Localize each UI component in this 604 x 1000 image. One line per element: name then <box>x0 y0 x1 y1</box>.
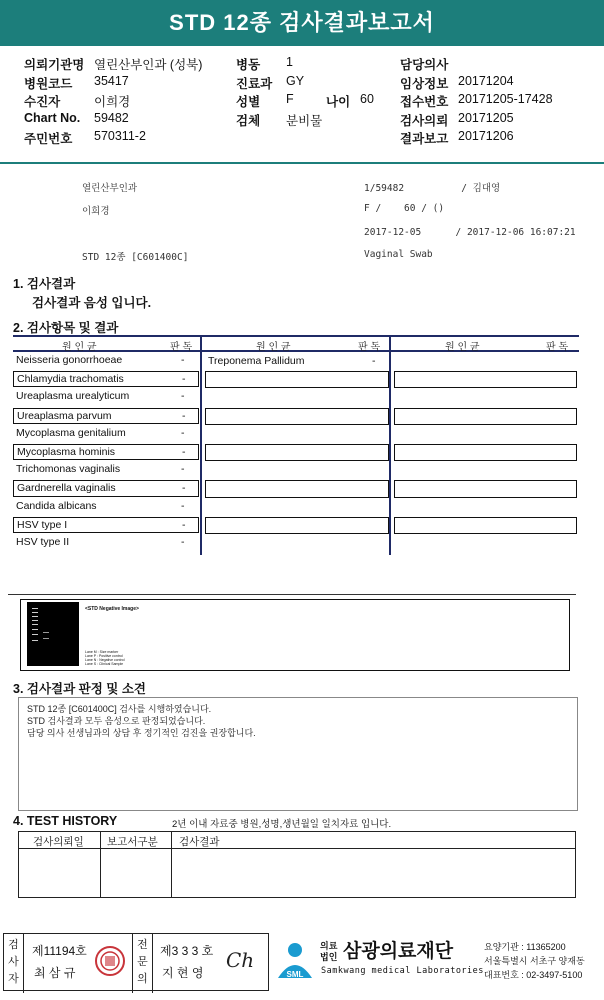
value-patient: 이희경 <box>94 95 131 109</box>
table-row <box>13 444 199 460</box>
section4-note: 2년 이내 자료중 병원,성명,생년월일 일치자료 입니다. <box>172 819 392 830</box>
slip-test: STD 12종 [C601400C] <box>82 252 189 263</box>
empty-result-box <box>394 371 577 388</box>
empty-result-box <box>205 371 389 388</box>
item-result: - <box>181 499 185 512</box>
item-name: Neisseria gonorrhoeae <box>16 354 123 366</box>
item-name: Ureaplasma urealyticum <box>16 390 130 403</box>
table-row <box>13 389 199 405</box>
col1-agent-header: 원 인 균 <box>62 342 97 353</box>
label-hospital-code: 병원코드 <box>24 76 73 91</box>
reviewer-label-2: 문 <box>137 956 148 968</box>
header-right <box>400 55 600 148</box>
col3-judge-header: 판 독 <box>546 342 569 353</box>
inspector-name: 최 삼 규 <box>34 966 76 980</box>
empty-result-box <box>205 408 389 425</box>
slip-sex-age: F / 60 / () <box>364 203 445 214</box>
item-result: - <box>181 426 185 439</box>
gel-bands <box>27 602 79 666</box>
empty-result-box <box>394 480 577 497</box>
empty-result-box <box>394 408 577 425</box>
header-divider <box>0 162 604 164</box>
col3-agent-header: 원 인 균 <box>445 342 480 353</box>
table-row <box>13 535 199 551</box>
table-row <box>13 462 199 478</box>
gel-legend-line: Lane M : Size marker <box>85 650 119 654</box>
empty-result-box <box>205 480 389 497</box>
table-col-divider-1 <box>200 335 202 555</box>
history-header-row <box>19 832 575 849</box>
slip-patient: 이희경 <box>82 206 110 217</box>
table-row <box>13 371 199 387</box>
report-title: STD 12종 검사결과보고서 <box>0 0 604 46</box>
header-mid <box>236 55 386 129</box>
label-reported: 결과보고 <box>400 132 449 146</box>
gel-legend-line: Lane N : Negative control <box>85 658 125 662</box>
col1-judge-header: 판 독 <box>170 342 193 353</box>
org-address: 서울특별시 서초구 양재동 <box>484 956 585 966</box>
value-institution: 열린산부인과 (성북) <box>94 58 203 72</box>
label-institution: 의뢰기관명 <box>24 58 85 72</box>
comment-line-3: 담당 의사 선생님과의 상담 후 정기적인 검진을 권장합니다. <box>27 728 256 738</box>
table-col-divider-2 <box>389 335 391 555</box>
label-doctor: 담당의사 <box>400 58 449 72</box>
col2-item-result: - <box>372 355 376 367</box>
label-receipt-no: 접수번호 <box>400 95 449 109</box>
header-left <box>24 55 203 148</box>
slip-dates: 2017-12-05 / 2017-12-06 16:07:21 <box>364 227 576 238</box>
empty-result-box <box>205 517 389 534</box>
inspector-label-2: 사 <box>8 956 19 968</box>
item-result: - <box>181 354 185 366</box>
label-specimen: 검체 <box>236 113 261 128</box>
value-specimen: 분비물 <box>286 113 323 128</box>
item-name: Candida albicans <box>16 499 97 512</box>
org-prefix <box>320 941 337 963</box>
reviewer-label <box>132 934 153 993</box>
col2-judge-header: 판 독 <box>358 342 381 353</box>
item-result: - <box>182 518 186 531</box>
item-result: - <box>181 536 185 548</box>
history-col-divider-2 <box>171 832 172 897</box>
label-clinical-info: 임상정보 <box>400 76 449 91</box>
label-requested: 검사의뢰 <box>400 113 449 128</box>
section2-title: 2. 검사항목 및 결과 <box>13 321 119 335</box>
reviewer-label-3: 의 <box>137 973 148 985</box>
inspector-license: 제11194호 <box>32 944 87 958</box>
value-receipt-no: 20171205-17428 <box>458 92 553 106</box>
value-chart-no: 59482 <box>94 110 129 125</box>
value-requested: 20171205 <box>458 110 514 125</box>
value-hospital-code: 35417 <box>94 73 129 88</box>
label-chart-no: Chart No. <box>24 110 81 125</box>
reviewer-label-1: 전 <box>137 939 148 951</box>
empty-result-box <box>394 444 577 461</box>
inspector-label-1: 검 <box>8 939 19 951</box>
seal-icon <box>94 944 126 978</box>
comment-box <box>18 697 578 811</box>
item-result: - <box>182 409 186 422</box>
signature-mark: Ch <box>226 948 255 972</box>
label-resident-no: 주민번호 <box>24 132 73 146</box>
item-result: - <box>182 446 186 458</box>
value-reported: 20171206 <box>458 129 514 143</box>
table-row <box>13 517 199 533</box>
label-dept: 진료과 <box>236 76 273 91</box>
section1-title: 1. 검사결과 <box>13 277 76 291</box>
item-name: Mycoplasma genitalium <box>16 426 126 439</box>
label-patient: 수진자 <box>24 95 61 109</box>
org-english: Samkwang medical Laboratories <box>321 966 484 976</box>
item-name: Ureaplasma parvum <box>17 409 112 422</box>
history-col-date: 검사의뢰일 <box>33 836 84 848</box>
value-clinical-info: 20171204 <box>458 73 514 88</box>
item-name: Gardnerella vaginalis <box>17 482 116 495</box>
gel-legend-line: Lane S : Clinical Sample <box>85 662 124 666</box>
slip-chart: 1/59482 / 김대영 <box>364 183 501 194</box>
item-name: Trichomonas vaginalis <box>16 463 121 476</box>
org-phone: 대표번호 : 02-3497-5100 <box>484 970 583 980</box>
inspector-label <box>4 934 24 993</box>
comment-line-1: STD 12종 [C601400C] 검사를 시행하였습니다. <box>27 704 212 714</box>
table-top-rule <box>13 335 579 337</box>
history-table <box>18 831 576 898</box>
section1-result: 검사결과 음성 입니다. <box>32 296 152 310</box>
gel-caption: <STD Negative Image> <box>85 606 139 612</box>
col2-item-name: Treponema Pallidum <box>208 355 305 367</box>
section4-title: 4. TEST HISTORY <box>13 814 118 828</box>
org-contact <box>484 940 602 982</box>
history-col-result: 검사결과 <box>179 836 220 848</box>
org-code: 요양기관 : 11365200 <box>484 942 566 952</box>
item-name: Mycoplasma hominis <box>17 446 116 458</box>
item-result: - <box>182 373 186 386</box>
reviewer-license: 제3 3 3 호 <box>160 944 214 958</box>
item-result: - <box>181 463 185 476</box>
item-result: - <box>181 390 185 403</box>
org-name: 삼광의료재단 <box>343 941 454 962</box>
item-name: HSV type II <box>16 536 70 548</box>
table-row <box>13 353 199 369</box>
org-prefix-bottom: 법인 <box>320 952 338 962</box>
sml-logo-icon <box>272 938 318 984</box>
gel-legend <box>85 650 125 666</box>
value-ward: 1 <box>286 55 293 69</box>
comment-text <box>19 698 577 744</box>
inspector-label-3: 자 <box>8 973 19 985</box>
signature-box <box>3 933 269 991</box>
item-name: HSV type I <box>17 518 68 531</box>
slip-hospital: 열린산부인과 <box>82 183 138 194</box>
label-age: 나이 <box>326 95 351 109</box>
table-row <box>13 408 199 424</box>
label-ward: 병동 <box>236 58 261 72</box>
value-resident-no: 570311-2 <box>94 129 146 143</box>
section-divider <box>8 594 576 595</box>
item-result: - <box>182 482 186 495</box>
table-header-rule <box>13 350 579 352</box>
history-col-divider-1 <box>100 832 101 897</box>
gel-image <box>27 602 79 666</box>
section3-title: 3. 검사결과 판정 및 소견 <box>13 682 146 696</box>
org-prefix-top: 의료 <box>320 941 338 951</box>
sml-logo-text: SML <box>286 970 304 979</box>
slip-specimen: Vaginal Swab <box>364 249 433 260</box>
gel-legend-line: Lane P : Positive control <box>85 654 123 658</box>
label-sex: 성별 <box>236 95 261 109</box>
value-age: 60 <box>360 92 374 106</box>
table-row <box>13 480 199 496</box>
table-row <box>13 499 199 515</box>
empty-result-box <box>205 444 389 461</box>
empty-result-box <box>394 517 577 534</box>
value-sex: F <box>286 92 294 106</box>
comment-line-2: STD 검사결과 모두 음성으로 판정되었습니다. <box>27 716 206 726</box>
item-name: Chlamydia trachomatis <box>17 373 124 386</box>
reviewer-name: 지 현 영 <box>162 966 204 980</box>
table-row <box>13 426 199 442</box>
col2-agent-header: 원 인 균 <box>256 342 291 353</box>
value-dept: GY <box>286 73 305 88</box>
history-col-type: 보고서구분 <box>107 836 158 848</box>
